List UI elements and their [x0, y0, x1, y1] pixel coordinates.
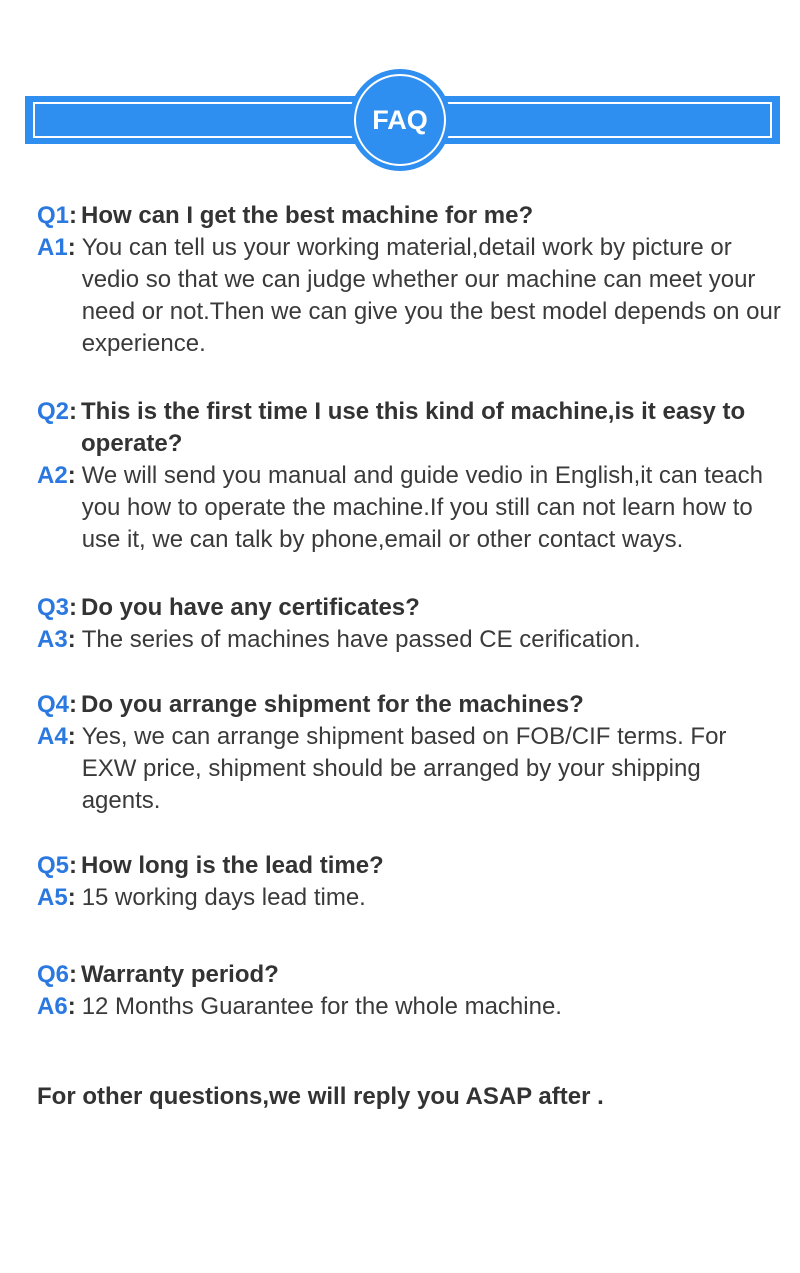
- answer-row: A4: Yes, we can arrange shipment based on FOB/CIF terms. For EXW price, shipment should be arranged by your shipping agents.: [37, 721, 782, 817]
- question-label: Q5: [37, 852, 70, 879]
- faq-list: [37, 200, 782, 1023]
- answer-row: A1: You can tell us your working material,detail work by picture or vedio so that we can judge whether our machine can meet your need or not.Then we can give you the best model depends on our experience.: [37, 232, 782, 360]
- answer-text: Yes, we can arrange shipment based on FOB/CIF terms. For EXW price, shipment should be arranged by your shipping agents.: [81, 723, 727, 814]
- faq-item-2: [37, 396, 782, 556]
- question-label: Q1: [37, 202, 70, 229]
- faq-badge: [349, 69, 451, 171]
- answer-text: We will send you manual and guide vedio in English,it can teach you how to operate the machine.If you still can not learn how to use it, we can talk by phone,email or other contact ways.: [81, 462, 763, 553]
- faq-item-5: [37, 850, 782, 914]
- answer-label: A2: [37, 462, 68, 489]
- answer-row: A5: 15 working days lead time.: [37, 882, 782, 914]
- faq-item-1: [37, 200, 782, 360]
- question-row: Q5: How long is the lead time?: [37, 850, 782, 882]
- answer-label: A1: [37, 234, 68, 261]
- question-text: How long is the lead time?: [81, 852, 384, 879]
- question-label: Q6: [37, 961, 70, 988]
- answer-label: A4: [37, 723, 68, 750]
- answer-label: A6: [37, 993, 68, 1020]
- question-label: Q2: [37, 398, 70, 425]
- question-row: Q4: Do you arrange shipment for the machines?: [37, 689, 782, 721]
- question-row: Q6: Warranty period?: [37, 959, 782, 991]
- question-text: Do you have any certificates?: [81, 594, 420, 621]
- question-row: Q3: Do you have any certificates?: [37, 592, 782, 624]
- answer-label: A3: [37, 626, 68, 653]
- question-text: This is the first time I use this kind of machine,is it easy to operate?: [81, 398, 746, 457]
- answer-row: A6: 12 Months Guarantee for the whole machine.: [37, 991, 782, 1023]
- faq-badge-label: FAQ: [372, 105, 428, 135]
- faq-item-4: [37, 689, 782, 817]
- question-text: Warranty period?: [81, 961, 279, 988]
- question-row: Q1: How can I get the best machine for me?: [37, 200, 782, 232]
- question-row: Q2: This is the first time I use this kind of machine,is it easy to operate?: [37, 396, 782, 460]
- answer-text: 15 working days lead time.: [81, 884, 366, 911]
- answer-row: A3: The series of machines have passed CE cerification.: [37, 624, 782, 656]
- question-text: Do you arrange shipment for the machines?: [81, 691, 584, 718]
- faq-item-6: [37, 959, 782, 1023]
- answer-text: The series of machines have passed CE cerification.: [81, 626, 641, 653]
- faq-item-3: [37, 592, 782, 656]
- footer-note: For other questions,we will reply you ASAP after .: [37, 1083, 604, 1110]
- answer-row: A2: We will send you manual and guide vedio in English,it can teach you how to operate the machine.If you still can not learn how to use it, we can talk by phone,email or other contact ways.: [37, 460, 782, 556]
- question-text: How can I get the best machine for me?: [81, 202, 534, 229]
- answer-label: A5: [37, 884, 68, 911]
- question-label: Q3: [37, 594, 70, 621]
- answer-text: 12 Months Guarantee for the whole machine.: [81, 993, 562, 1020]
- question-label: Q4: [37, 691, 70, 718]
- answer-text: You can tell us your working material,detail work by picture or vedio so that we can judge whether our machine can meet your need or not.Then we can give you the best model depends on our experience.: [81, 234, 781, 357]
